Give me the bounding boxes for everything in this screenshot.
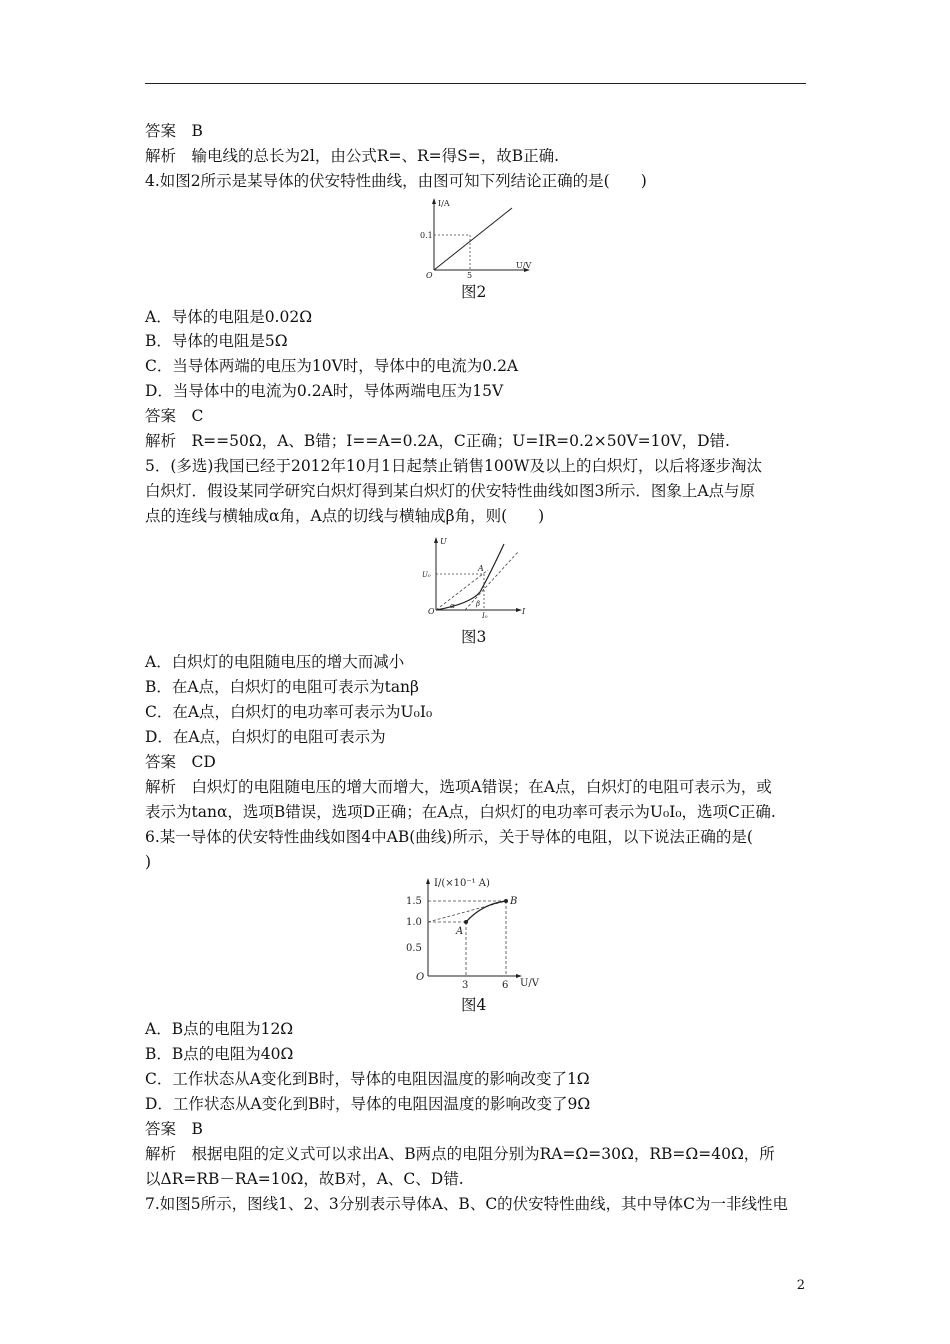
fig4-ytick-0-5: 0.5 [406,943,422,954]
analysis-5-line1: 解析 白炽灯的电阻随电压的增大而增大，选项A错误；在A点，白炽灯的电阻可表示为，或 [145,778,772,796]
fig4-curve-ab [466,901,506,922]
option-6c: C．工作状态从A变化到B时，导体的电阻因温度的影响改变了1Ω [145,1070,590,1088]
fig3-chord [436,570,488,610]
fig4-ylabel: I/(×10⁻¹ A) [434,878,490,889]
fig4-xtick-6: 6 [502,980,509,991]
answer-5: 答案 CD [145,753,216,771]
fig2-xlabel: U/V [516,261,532,270]
analysis-4: 解析 R==50Ω，A、B错；I==A=0.2A，C正确；U=IR=0.2×50V=10V，D错. [145,432,730,450]
fig3-ylabel: U [440,537,447,546]
fig2-line [434,208,512,270]
fig4-ytick-1-0: 1.0 [406,917,422,928]
figure-4-caption: 图4 [461,996,487,1014]
option-6b: B．B点的电阻为40Ω [145,1045,294,1063]
fig4-chord [428,901,506,922]
option-6a: A．B点的电阻为12Ω [145,1020,294,1038]
answer-6: 答案 B [145,1120,203,1138]
analysis-6-line1: 解析 根据电阻的定义式可以求出A、B两点的电阻分别为RA=Ω=30Ω，RB=Ω=40Ω，所 [145,1145,775,1163]
fig3-curve [436,544,504,610]
option-5b: B．在A点，白炽灯的电阻可表示为tanβ [145,678,419,696]
figure-2-graph [420,196,540,280]
fig3-point-a: A [478,564,484,573]
fig3-origin: O [428,607,435,616]
analysis-6-line2: 以ΔR=RB－RA=10Ω，故B对，A、C、D错. [145,1170,464,1188]
figure-2-caption: 图2 [461,283,487,301]
figure-4-graph [382,874,552,990]
question-6-line1: 6.某一导体的伏安特性曲线如图4中AB(曲线)所示，关于导体的电阻，以下说法正确的是( [145,828,753,846]
option-5a: A．白炽灯的电阻随电压的增大而减小 [145,653,405,671]
option-4b: B．导体的电阻是5Ω [145,332,288,350]
fig2-origin: O [426,271,433,280]
question-5-line2: 白炽灯．假设某同学研究白炽灯得到某白炽灯的伏安特性曲线如图3所示．图象上A点与原 [145,482,756,500]
analysis-5-line2: 表示为tanα，选项B错误，选项D正确；在A点，白炽灯的电功率可表示为U₀I₀，选项C正确. [145,803,776,821]
fig2-ytick: 0.1 [420,231,433,240]
header-rule [145,83,806,84]
fig3-xlabel: I [522,607,526,616]
fig4-ytick-1-5: 1.5 [406,896,422,907]
fig3-ytick: U₀ [422,571,431,579]
option-6d: D．工作状态从A变化到B时，导体的电阻因温度的影响改变了9Ω [145,1095,591,1113]
question-7: 7.如图5所示，图线1、2、3分别表示导体A、B、C的伏安特性曲线，其中导体C为一非线性电 [145,1195,789,1213]
question-5-line1: 5．(多选)我国已经于2012年10月1日起禁止销售100W及以上的白炽灯，以后将逐步淘汰 [145,457,763,475]
option-5c: C．在A点，白炽灯的电功率可表示为U₀I₀ [145,703,433,721]
page-number: 2 [796,1278,805,1293]
figure-3-caption: 图3 [461,628,487,646]
fig4-dot-b [504,899,508,903]
fig4-origin: O [416,972,425,983]
option-4a: A．导体的电阻是0.02Ω [145,308,313,326]
fig4-point-b: B [510,896,518,907]
answer-4: 答案 C [145,407,204,425]
fig3-alpha: α [450,602,455,610]
question-6-line2: ) [145,853,152,871]
fig3-beta: β [476,600,481,608]
figure-3-graph [420,534,530,618]
option-5d: D．在A点，白炽灯的电阻可表示为 [145,728,386,746]
option-4d: D．当导体中的电流为0.2A时，导体两端电压为15V [145,382,504,400]
question-4: 4.如图2所示是某导体的伏安特性曲线，由图可知下列结论正确的是( ) [145,172,647,190]
fig2-xtick: 5 [467,271,473,280]
fig4-point-a: A [456,926,464,937]
answer-3: 答案 B [145,122,203,140]
fig4-xlabel: U/V [520,978,540,989]
question-5-line3: 点的连线与横轴成α角，A点的切线与横轴成β角，则( ) [145,507,545,525]
fig4-xtick-3: 3 [462,980,469,991]
fig3-xtick: I₀ [482,612,488,620]
fig4-dot-a [464,920,468,924]
fig2-ylabel: I/A [438,199,450,208]
analysis-3: 解析 输电线的总长为2l，由公式R=、R=得S=，故B正确. [145,147,560,165]
fig3-tangent [465,552,518,610]
option-4c: C．当导体两端的电压为10V时，导体中的电流为0.2A [145,357,519,375]
